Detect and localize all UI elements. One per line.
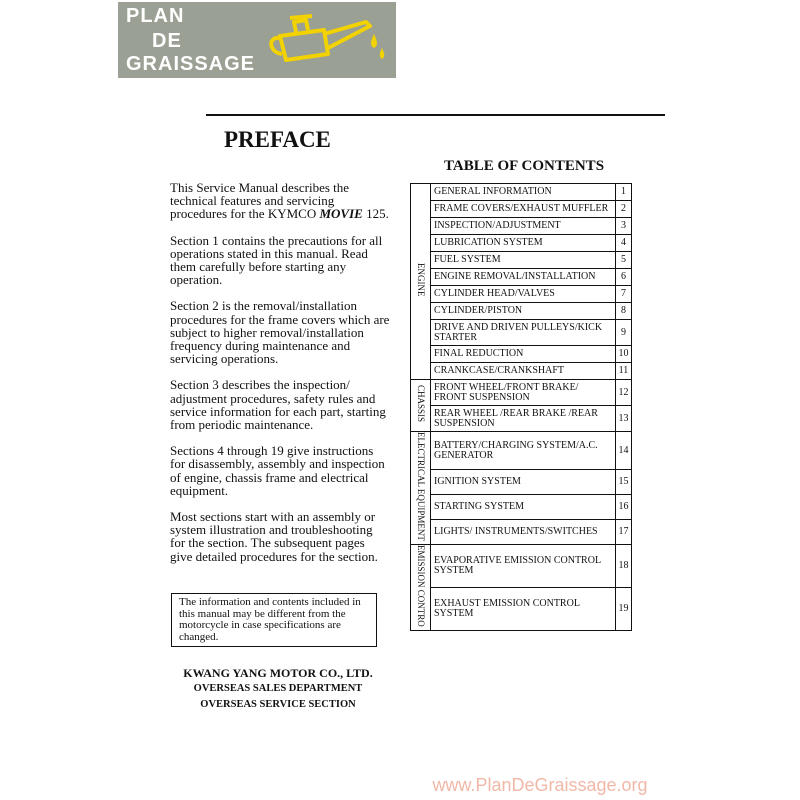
toc-row (411, 235, 632, 252)
toc-row (411, 201, 632, 218)
logo-text-line1: PLAN (126, 5, 185, 27)
toc-item-number[interactable]: 8 (616, 303, 632, 320)
preface-paragraph-6: Most sections start with an assembly or system illustration and troubleshooting for the section. The subsequent pages give detailed procedures for the section. (170, 509, 378, 564)
paragraph-1-end: 125. (362, 206, 389, 222)
toc-group-electrical (411, 432, 431, 545)
site-logo (118, 2, 396, 78)
toc-item-label[interactable]: FRONT WHEEL/FRONT BRAKE/ FRONT SUSPENSION (431, 380, 616, 406)
toc-item-number[interactable]: 14 (616, 432, 632, 470)
toc-row (411, 432, 632, 470)
toc-item-label[interactable]: REAR WHEEL /REAR BRAKE /REAR SUSPENSION (431, 406, 616, 432)
toc-row (411, 303, 632, 320)
preface-paragraph-2: Section 1 contains the precautions for all operations stated in this manual. Read them carefully before starting any operation. (170, 232, 383, 288)
toc-row (411, 470, 632, 495)
toc-item-number[interactable]: 18 (616, 544, 632, 587)
toc-item-number[interactable]: 15 (616, 470, 632, 495)
toc-row (411, 519, 632, 544)
logo-text-line2: DE (152, 30, 182, 52)
preface-paragraph-4: Section 3 describes the inspection/ adjustment procedures, safety rules and service information for each part, starting from periodic maintenance. (170, 377, 386, 433)
toc-group-label: ELECTRICAL EQUIPMENT (416, 432, 426, 541)
toc-item-label[interactable]: CYLINDER HEAD/VALVES (431, 286, 616, 303)
toc-group-engine (411, 184, 431, 380)
toc-item-number[interactable]: 12 (616, 380, 632, 406)
toc-item-number[interactable]: 11 (616, 363, 632, 380)
toc-item-number[interactable]: 6 (616, 269, 632, 286)
toc-group-chassis (411, 380, 431, 432)
toc-table (410, 183, 632, 631)
top-rule (206, 114, 665, 116)
toc-item-label[interactable]: EXHAUST EMISSION CONTROL SYSTEM (431, 587, 616, 630)
toc-row (411, 380, 632, 406)
toc-row (411, 346, 632, 363)
logo-text-line3: GRAISSAGE (126, 53, 256, 75)
toc-group-label: EMISSION CONTRO (416, 544, 426, 627)
toc-row (411, 269, 632, 286)
toc-item-number[interactable]: 17 (616, 519, 632, 544)
toc-item-number[interactable]: 19 (616, 587, 632, 630)
toc-item-label[interactable]: DRIVE AND DRIVEN PULLEYS/KICK STARTER (431, 320, 616, 346)
toc-item-label[interactable]: FINAL REDUCTION (431, 346, 616, 363)
toc-item-label[interactable]: BATTERY/CHARGING SYSTEM/A.C. GENERATOR (431, 432, 616, 470)
toc-item-label[interactable]: EVAPORATIVE EMISSION CONTROL SYSTEM (431, 544, 616, 587)
company-name: KWANG YANG MOTOR CO., LTD. (183, 666, 373, 680)
department-name: OVERSEAS SALES DEPARTMENT (193, 683, 363, 694)
toc-item-label[interactable]: CRANKCASE/CRANKSHAFT (431, 363, 616, 380)
toc-item-label[interactable]: LUBRICATION SYSTEM (431, 235, 616, 252)
footer-url[interactable]: www.PlanDeGraissage.org (432, 775, 648, 795)
oil-can-icon (266, 8, 394, 72)
toc-item-number[interactable]: 4 (616, 235, 632, 252)
toc-group-emission (411, 544, 431, 630)
toc-row (411, 320, 632, 346)
toc-item-label[interactable]: IGNITION SYSTEM (431, 470, 616, 495)
toc-row (411, 495, 632, 520)
toc-item-label[interactable]: CYLINDER/PISTON (431, 303, 616, 320)
section-name: OVERSEAS SERVICE SECTION (200, 699, 356, 710)
toc-item-number[interactable]: 13 (616, 406, 632, 432)
toc-row (411, 286, 632, 303)
toc-item-number[interactable]: 7 (616, 286, 632, 303)
toc-item-label[interactable]: STARTING SYSTEM (431, 495, 616, 520)
toc-row (411, 406, 632, 432)
toc-item-number[interactable]: 1 (616, 184, 632, 201)
toc-item-number[interactable]: 2 (616, 201, 632, 218)
toc-item-label[interactable]: INSPECTION/ADJUSTMENT (431, 218, 616, 235)
toc-item-number[interactable]: 16 (616, 495, 632, 520)
toc-title: TABLE OF CONTENTS (444, 158, 605, 174)
toc-item-label[interactable]: FUEL SYSTEM (431, 252, 616, 269)
model-name: MOVIE (319, 206, 363, 222)
preface-paragraph-3: Section 2 is the removal/installation procedures for the frame covers which are subject to higher removal/installation frequency during maintenance and servicing operations. (170, 298, 390, 367)
toc-row (411, 544, 632, 587)
toc-item-label[interactable]: LIGHTS/ INSTRUMENTS/SWITCHES (431, 519, 616, 544)
toc-item-number[interactable]: 9 (616, 320, 632, 346)
toc-item-number[interactable]: 3 (616, 218, 632, 235)
toc-group-label: ENGINE (416, 263, 426, 297)
notice-box: The information and contents included in this manual may be different from the motorcycle in case specifications are changed. (171, 593, 377, 647)
toc-row (411, 587, 632, 630)
toc-item-label[interactable]: FRAME COVERS/EXHAUST MUFFLER (431, 201, 616, 218)
preface-paragraph-5: Sections 4 through 19 give instructions for disassembly, assembly and inspection of engine, chassis frame and electrical equipment. (170, 443, 385, 498)
toc-item-label[interactable]: ENGINE REMOVAL/INSTALLATION (431, 269, 616, 286)
preface-paragraph-1 (170, 181, 390, 221)
toc-row (411, 218, 632, 235)
preface-text (170, 181, 390, 576)
toc-item-label[interactable]: GENERAL INFORMATION (431, 184, 616, 201)
company-block (160, 665, 396, 713)
preface-title: PREFACE (224, 127, 331, 152)
toc-group-label: CHASSIS (416, 385, 426, 423)
toc-row (411, 363, 632, 380)
toc-row (411, 184, 632, 201)
toc-item-number[interactable]: 5 (616, 252, 632, 269)
toc-item-number[interactable]: 10 (616, 346, 632, 363)
toc-row (411, 252, 632, 269)
paragraph-1-text: This Service Manual describes the technical features and servicing procedures for the KYMCO (170, 180, 350, 222)
